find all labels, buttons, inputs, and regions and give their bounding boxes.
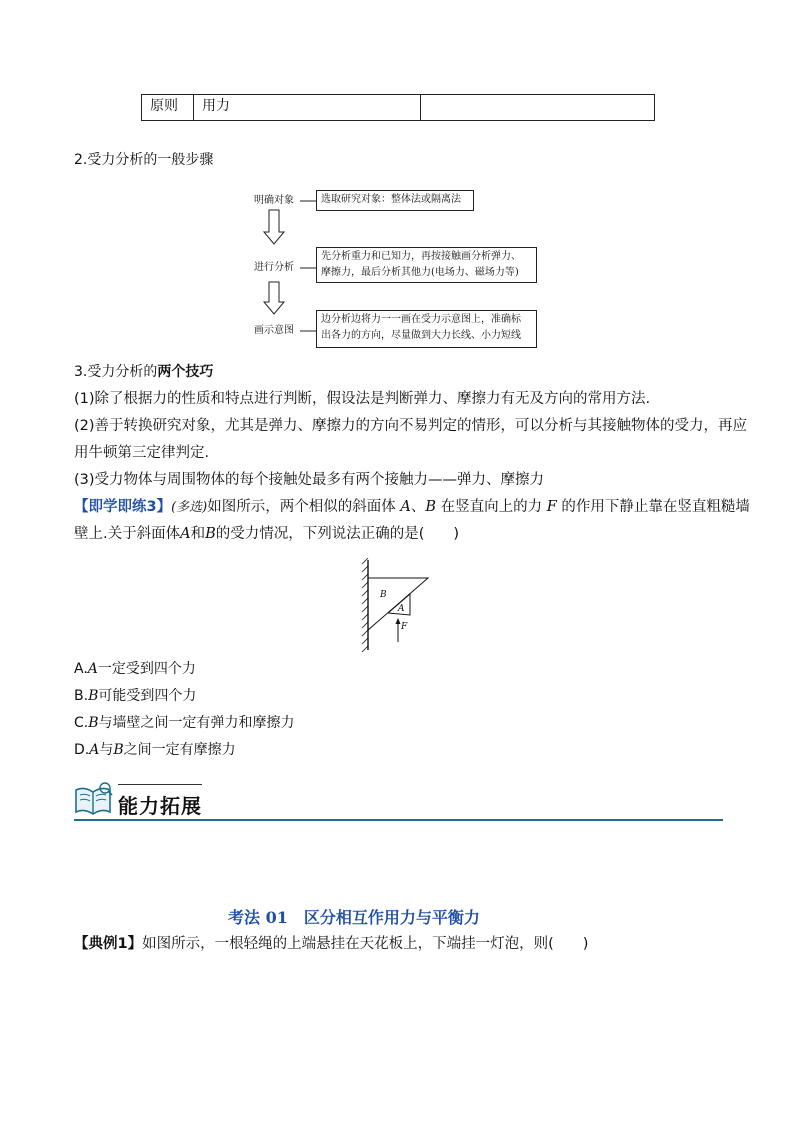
var-f: F: [546, 499, 557, 515]
var-a: A: [400, 499, 411, 515]
flow-step-3-box: [316, 310, 537, 348]
banner-title: 能力拓展: [118, 794, 202, 818]
option-d: [74, 740, 236, 760]
table-cell-principle: 原则: [142, 95, 194, 120]
flow-step-3-line-2: 出各力的方向，尽量做到大力长线、小力短线: [321, 330, 521, 341]
wedge-figure: [356, 558, 436, 654]
option-d-mid: 与: [99, 742, 114, 758]
figure-label-f: F: [401, 622, 408, 632]
banner-top-line: [118, 784, 202, 785]
option-b: [74, 686, 196, 706]
option-a-text: 一定受到四个力: [97, 661, 196, 677]
option-a: [74, 659, 196, 679]
flowchart: [254, 186, 544, 356]
exercise-3-multi: (多选): [171, 500, 208, 515]
section-3-title-bold: 两个技巧: [157, 364, 214, 380]
section-3-p1: (1)除了根据力的性质和特点进行判断，假设法是判断弹力、摩擦力有无及方向的常用方法.: [74, 391, 651, 407]
sep: 、: [410, 499, 426, 515]
flow-step-2-box: [316, 247, 537, 283]
option-d-text: 之间一定有摩擦力: [123, 742, 236, 758]
figure-label-a: A: [398, 604, 405, 614]
top-table: [141, 94, 655, 121]
wedge-figure-svg: [356, 558, 436, 654]
exercise-3-and: 和: [190, 526, 206, 542]
flow-step-2-line-2: 摩擦力，最后分析其他力(电场力、磁场力等): [321, 267, 519, 278]
flow-step-1-line-1: 选取研究对象：整体法或隔离法: [321, 194, 461, 205]
option-d-letter: D.: [74, 742, 90, 758]
section-3-p3: (3)受力物体与周围物体的每个接触处最多有两个接触力——弹力、摩擦力: [74, 472, 545, 488]
table-cell-empty: [421, 95, 654, 120]
flow-step-1-box: [316, 190, 474, 211]
flow-step-2-label: 进行分析: [254, 262, 294, 273]
exercise-3-text-e: 的受力情况，下列说法正确的是( ): [215, 526, 460, 542]
banner-underline: [74, 819, 723, 821]
example-1-tag: 【典例1】: [74, 936, 143, 952]
section-3-p2-line2: 用牛顿第三定律判定.: [74, 445, 210, 461]
exercise-3-text-c: 的作用下静止靠在竖直粗糙墙: [561, 499, 750, 515]
figure-label-b: B: [380, 590, 387, 600]
exercise-3-text-b: 在竖直向上的力: [440, 499, 543, 515]
section-3-title-prefix: 3.受力分析的: [74, 364, 158, 380]
flow-step-1-label: 明确对象: [254, 195, 294, 206]
var-b: B: [425, 499, 436, 515]
option-b-letter: B.: [74, 688, 89, 704]
option-b-text: 可能受到四个力: [98, 688, 197, 704]
flow-step-3-line-1: 边分析边将力一一画在受力示意图上，准确标: [321, 314, 521, 325]
var-b-2: B: [205, 526, 216, 542]
open-book-icon: [72, 780, 114, 818]
option-d-var: A: [89, 742, 100, 758]
example-1-text: 如图所示，一根轻绳的上端悬挂在天花板上，下端挂一灯泡，则( ): [142, 936, 589, 952]
exercise-3-text-a: 如图所示，两个相似的斜面体: [207, 499, 396, 515]
option-c: [74, 713, 295, 733]
exercise-3-line2: [74, 524, 459, 544]
example-1: [74, 934, 588, 954]
table-cell-force: 用力: [194, 95, 421, 120]
flow-step-3-label: 画示意图: [254, 325, 294, 336]
option-d-var2: B: [113, 742, 124, 758]
option-a-letter: A.: [74, 661, 88, 677]
exercise-3-line1: [74, 497, 750, 518]
option-c-letter: C.: [74, 715, 89, 731]
method-title: 考法 01 区分相互作用力与平衡力: [228, 908, 480, 927]
option-c-text: 与墙壁之间一定有弹力和摩擦力: [98, 715, 295, 731]
section-2-title: 2.受力分析的一般步骤: [74, 152, 214, 168]
section-3-title: [74, 362, 213, 382]
flow-step-2-line-1: 先分析重力和已知力，再按接触画分析弹力、: [321, 251, 521, 262]
var-a-2: A: [180, 526, 191, 542]
exercise-3-text-d: 壁上.关于斜面体: [74, 526, 181, 542]
option-a-var: A: [87, 661, 98, 677]
option-b-var: B: [88, 688, 99, 704]
section-3-p2-line1: (2)善于转换研究对象，尤其是弹力、摩擦力的方向不易判定的情形，可以分析与其接触物体的受力，再应: [74, 418, 748, 434]
exercise-3-tag: 【即学即练3】: [74, 499, 172, 515]
option-c-var: B: [88, 715, 99, 731]
